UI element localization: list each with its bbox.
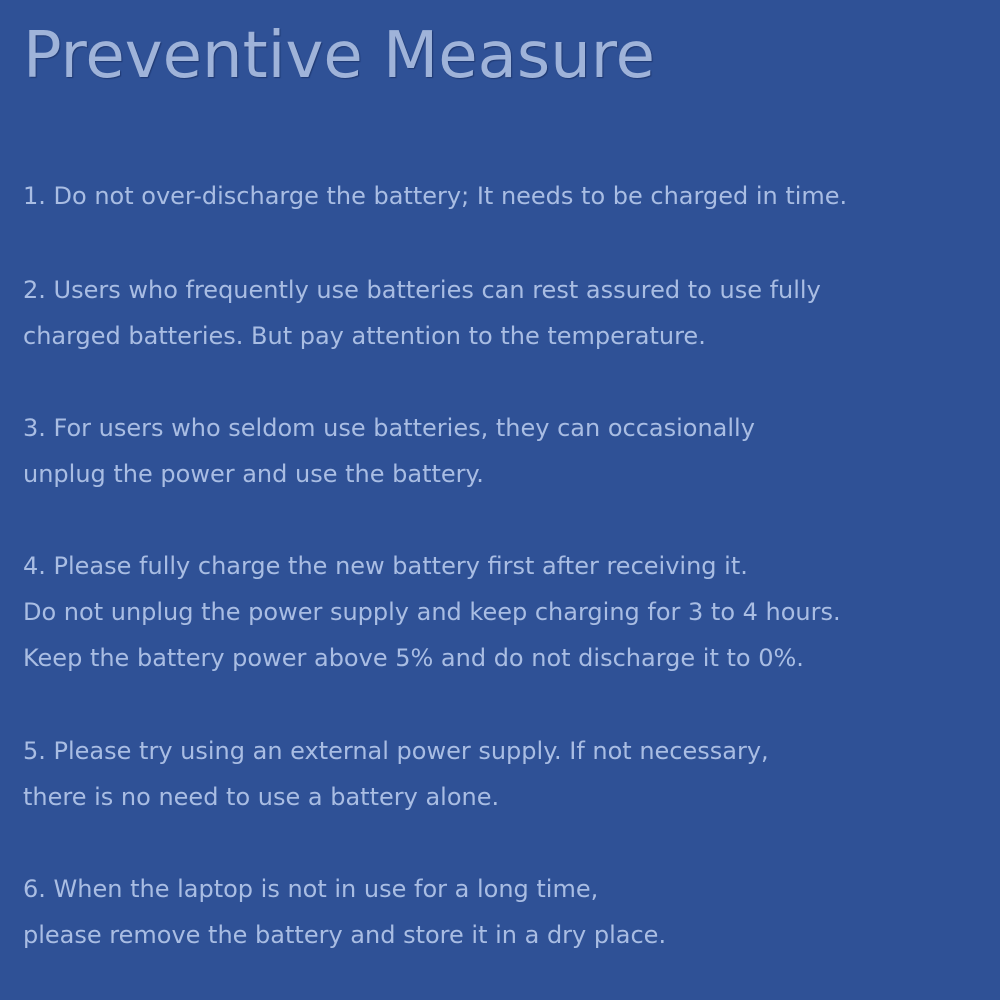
measure-item-6 [23,866,983,958]
measure-2-line-2: charged batteries. But pay attention to the temperature. [23,322,706,350]
measure-1-line-1: 1. Do not over-discharge the battery; It needs to be charged in time. [23,182,848,210]
measure-item-2 [23,267,983,359]
measure-3-line-1: 3. For users who seldom use batteries, they can occasionally [23,414,755,442]
measure-5-line-1: 5. Please try using an external power supply. If not necessary, [23,737,769,765]
measure-4-line-1: 4. Please fully charge the new battery first after receiving it. [23,552,748,580]
measure-6-line-2: please remove the battery and store it in a dry place. [23,921,667,949]
measure-4-line-3: Keep the battery power above 5% and do not discharge it to 0%. [23,644,804,672]
measure-item-3 [23,405,983,497]
measure-6-line-1: 6. When the laptop is not in use for a long time, [23,875,599,903]
measure-item-4 [23,543,983,681]
measure-item-1 [23,173,983,219]
measure-4-line-2: Do not unplug the power supply and keep charging for 3 to 4 hours. [23,598,841,626]
measure-item-5 [23,728,983,820]
measure-5-line-2: there is no need to use a battery alone. [23,783,500,811]
page-title: Preventive Measure [23,19,656,93]
measure-2-line-1: 2. Users who frequently use batteries can rest assured to use fully [23,276,821,304]
measure-3-line-2: unplug the power and use the battery. [23,460,484,488]
